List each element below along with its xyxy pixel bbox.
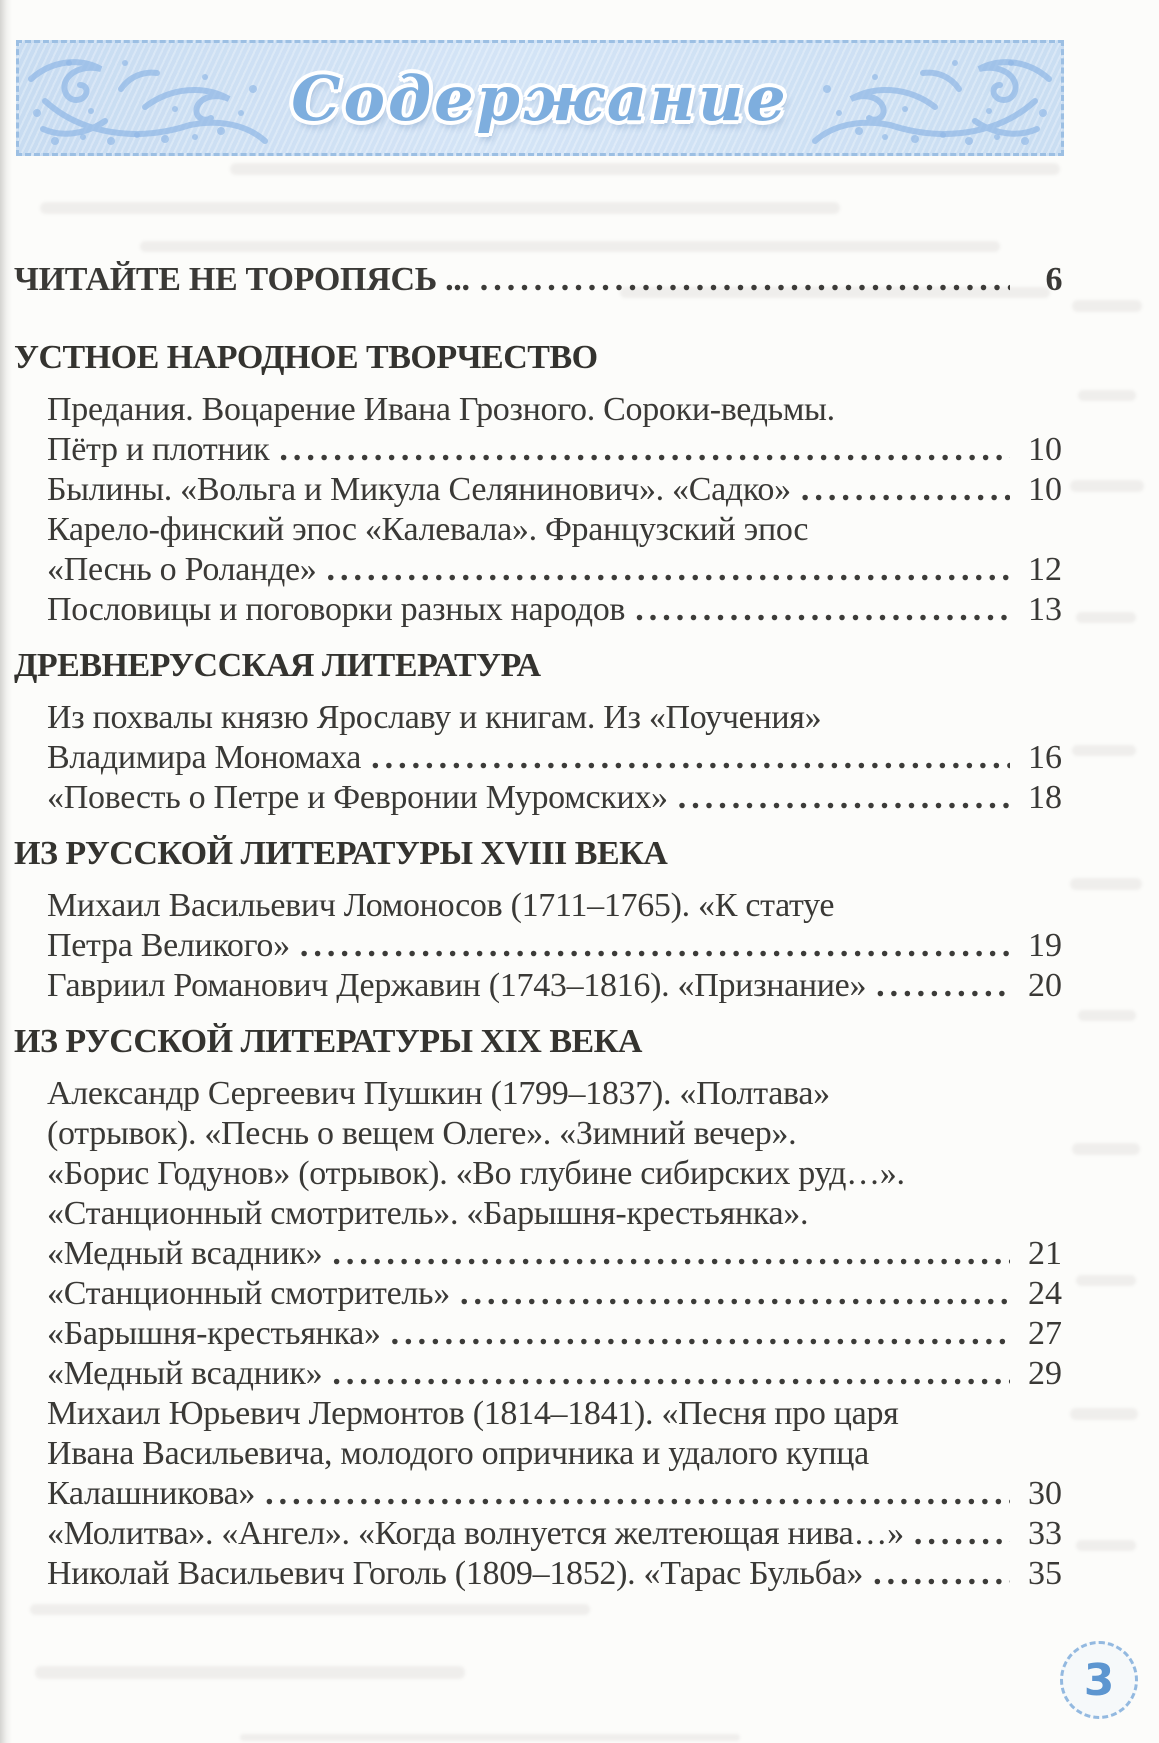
floral-ornament-right-icon	[803, 49, 1055, 149]
toc-section	[14, 646, 1062, 818]
dot-leader	[914, 1514, 1010, 1554]
bleedthrough-mark	[1070, 878, 1142, 890]
entry-text: Предания. Воцарение Ивана Грозного. Сороки-ведьмы.	[47, 391, 835, 428]
floral-ornament-left-icon	[25, 49, 277, 149]
entry-text: «Барышня-крестьянка»	[47, 1315, 381, 1352]
entry-page-number: 13	[1028, 591, 1062, 628]
bleedthrough-mark	[35, 1666, 465, 1679]
entry-page-number: 30	[1028, 1475, 1062, 1512]
section-heading: УСТНОЕ НАРОДНОЕ ТВОРЧЕСТВО	[14, 339, 598, 376]
entry-text: Пословицы и поговорки разных народов	[47, 591, 626, 628]
dot-leader	[300, 926, 1010, 966]
toc-entry	[14, 1554, 1062, 1594]
toc-entry	[14, 590, 1062, 630]
toc-entry-line	[47, 1074, 1062, 1114]
entry-page-number: 20	[1028, 967, 1062, 1004]
toc-section	[14, 338, 1062, 630]
entry-text: «Станционный смотритель». «Барышня-крестьянка».	[47, 1195, 809, 1232]
entry-page-number: 19	[1028, 927, 1062, 964]
toc-entry-line	[47, 738, 1062, 778]
entry-text: «Медный всадник»	[47, 1355, 323, 1392]
toc-entry-line	[47, 590, 1062, 630]
dot-leader	[371, 738, 1010, 778]
entry-page-number: 24	[1028, 1275, 1062, 1312]
toc-entry-line	[47, 1434, 1062, 1474]
page-number-badge	[1060, 1641, 1138, 1719]
toc-entry-line	[47, 1114, 1062, 1154]
toc-entry-line	[47, 1274, 1062, 1314]
toc-entry	[14, 1394, 1062, 1514]
toc-entry	[14, 886, 1062, 966]
toc-entry-line	[14, 260, 1062, 300]
toc-entry-line	[47, 470, 1062, 510]
entry-page-number: 6	[1045, 261, 1062, 298]
dot-leader	[460, 1274, 1010, 1314]
toc-entry-line	[47, 698, 1062, 738]
entry-text: Владимира Мономаха	[47, 739, 362, 776]
toc-entry-line	[47, 550, 1062, 590]
entry-page-number: 10	[1028, 471, 1062, 508]
dot-leader	[326, 550, 1010, 590]
toc-entry	[14, 1274, 1062, 1314]
toc-entry-line	[47, 1354, 1062, 1394]
toc-entry-line	[47, 1234, 1062, 1274]
section-entries	[14, 886, 1062, 1006]
toc-entry	[14, 390, 1062, 470]
dot-leader	[635, 590, 1010, 630]
section-heading: ДРЕВНЕРУССКАЯ ЛИТЕРАТУРА	[14, 647, 541, 684]
dot-leader	[332, 1234, 1010, 1274]
entry-page-number: 29	[1028, 1355, 1062, 1392]
dot-leader	[480, 260, 1010, 300]
entry-text: Петра Великого»	[47, 927, 290, 964]
toc-entry-line	[47, 1194, 1062, 1234]
entry-text: «Борис Годунов» (отрывок). «Во глубине сибирских руд…».	[47, 1155, 905, 1192]
bleedthrough-mark	[1070, 1408, 1138, 1420]
dot-leader	[678, 778, 1010, 818]
entry-text: Былины. «Вольга и Микула Селянинович». «Садко»	[47, 471, 791, 508]
toc-entry-line	[47, 510, 1062, 550]
entry-page-number: 21	[1028, 1235, 1062, 1272]
toc-entry	[14, 1314, 1062, 1354]
dot-leader	[279, 430, 1010, 470]
entry-page-number: 27	[1028, 1315, 1062, 1352]
toc-entry	[14, 260, 1062, 300]
section-entries	[14, 390, 1062, 630]
toc-entry-line	[47, 778, 1062, 818]
toc-entry	[14, 778, 1062, 818]
bleedthrough-mark	[1076, 612, 1136, 623]
toc-entry	[14, 698, 1062, 778]
toc-entry-line	[47, 1154, 1062, 1194]
entry-text: Пётр и плотник	[47, 431, 270, 468]
entry-text: Михаил Васильевич Ломоносов (1711–1765). «К статуе	[47, 887, 835, 924]
dot-leader	[265, 1474, 1010, 1514]
bleedthrough-mark	[1070, 480, 1144, 492]
entry-text: Калашникова»	[47, 1475, 256, 1512]
bleedthrough-mark	[1072, 300, 1142, 312]
entry-text: Николай Васильевич Гоголь (1809–1852). «Тарас Бульба»	[47, 1555, 864, 1592]
toc-entry	[14, 1514, 1062, 1554]
entry-page-number: 16	[1028, 739, 1062, 776]
table-of-contents	[14, 160, 1062, 1594]
bleedthrough-mark	[240, 1734, 740, 1741]
section-heading: ИЗ РУССКОЙ ЛИТЕРАТУРЫ XVIII ВЕКА	[14, 835, 668, 872]
section-heading: ИЗ РУССКОЙ ЛИТЕРАТУРЫ XIX ВЕКА	[14, 1023, 642, 1060]
entry-page-number: 18	[1028, 779, 1062, 816]
toc-entry-line	[47, 1554, 1062, 1594]
toc-entry	[14, 510, 1062, 590]
toc-entry	[14, 1354, 1062, 1394]
page-title: Содержание	[291, 61, 789, 135]
entry-text: «Станционный смотритель»	[47, 1275, 450, 1312]
entry-text: ЧИТАЙТЕ НЕ ТОРОПЯСЬ ...	[14, 261, 470, 298]
toc-entry-line	[47, 1394, 1062, 1434]
dot-leader	[332, 1354, 1010, 1394]
entry-text: «Медный всадник»	[47, 1235, 323, 1272]
entry-text: Михаил Юрьевич Лермонтов (1814–1841). «Песня про царя	[47, 1395, 899, 1432]
toc-section	[14, 834, 1062, 1006]
entry-page-number: 35	[1028, 1555, 1062, 1592]
entry-text: Гавриил Романович Державин (1743–1816). «Признание»	[47, 967, 867, 1004]
entry-text: Ивана Васильевича, молодого опричника и удалого купца	[47, 1435, 869, 1472]
dot-leader	[873, 1554, 1010, 1594]
entry-text: «Песнь о Роланде»	[47, 551, 317, 588]
dot-leader	[801, 470, 1010, 510]
toc-entry-line	[47, 886, 1062, 926]
toc-entry-line	[47, 1314, 1062, 1354]
page-number: 3	[1083, 1654, 1115, 1706]
toc-entry	[14, 470, 1062, 510]
bleedthrough-mark	[1078, 390, 1136, 401]
bleedthrough-mark	[1076, 1540, 1136, 1551]
bleedthrough-mark	[1072, 745, 1136, 756]
toc-entry	[14, 966, 1062, 1006]
entry-text: «Молитва». «Ангел». «Когда волнуется желтеющая нива…»	[47, 1515, 904, 1552]
bleedthrough-mark	[1078, 1010, 1136, 1021]
dot-leader	[391, 1314, 1010, 1354]
entry-text: (отрывок). «Песнь о вещем Олеге». «Зимний вечер».	[47, 1115, 797, 1152]
toc-entry-line	[47, 1514, 1062, 1554]
entry-text: Карело-финский эпос «Калевала». Французский эпос	[47, 511, 809, 548]
entry-page-number: 12	[1028, 551, 1062, 588]
section-entries	[14, 1074, 1062, 1594]
toc-entry-line	[47, 926, 1062, 966]
bleedthrough-mark	[1076, 1275, 1136, 1286]
bleedthrough-mark	[1072, 1143, 1140, 1155]
entry-text: Из похвалы князю Ярославу и книгам. Из «Поучения»	[47, 699, 822, 736]
entry-page-number: 10	[1028, 431, 1062, 468]
toc-entry-line	[47, 390, 1062, 430]
toc-entry-line	[47, 1474, 1062, 1514]
section-entries	[14, 698, 1062, 818]
page-edge-shadow	[0, 0, 12, 1743]
toc-entry-line	[47, 966, 1062, 1006]
contents-banner	[16, 40, 1064, 156]
bleedthrough-mark	[30, 1604, 590, 1615]
toc-section	[14, 1022, 1062, 1594]
toc-entry	[14, 1074, 1062, 1274]
dot-leader	[876, 966, 1010, 1006]
toc-entry-line	[47, 430, 1062, 470]
entry-text: Александр Сергеевич Пушкин (1799–1837). «Полтава»	[47, 1075, 830, 1112]
entry-page-number: 33	[1028, 1515, 1062, 1552]
entry-text: «Повесть о Петре и Февронии Муромских»	[47, 779, 668, 816]
